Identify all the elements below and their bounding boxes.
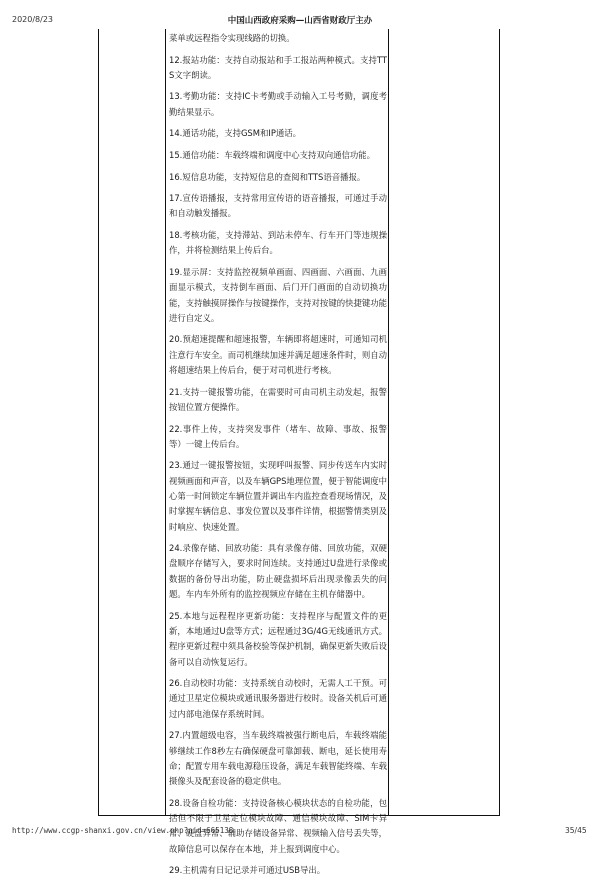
paragraph: 19.显示屏：支持监控视频单画面、四画面、六画面、九画面显示模式，支持倒车画面、后门开门画面的自动切换功能，支持触摸屏操作与按键操作，支持对按键的快捷键功能进行自定义。 [169,266,387,323]
print-date: 2020/8/23 [12,15,54,24]
paragraph: 15.通信功能：车载终端和调度中心支持双向通信功能。 [169,149,375,160]
table-divider-right [388,29,389,815]
table-divider-left [165,29,166,815]
paragraph: 18.考核功能，支持滞站、到站未停车、行车开门等违规操作，并将检测结果上传后台。 [169,230,387,256]
paragraph: 20.预超速提醒和超速报警，车辆即将超速时，可通知司机注意行车安全。而司机继续加速并满足超速条件时，则自动将超速结果上传后台，便于对司机进行考核。 [169,334,387,376]
paragraph: 26.自动校时功能：支持系统自动校时，无需人工干预。可通过卫星定位模块或通讯服务器进行校时。设备关机后可通过内部电池保存系统时间。 [169,678,387,719]
paragraph: 14.通话功能，支持GSM和IP通话。 [169,128,301,139]
page-url: http://www.ccgp-shanxi.gov.cn/view.php?nid=665138 [12,826,234,835]
paragraph: 27.内置超级电容，当车载终端被强行断电后，车载终端能够继续工作8秒左右确保硬盘可靠卸载、断电，延长使用寿命；配置专用车载电源稳压设备，满足车载智能终端、车载摄像头及配套设备的稳定供电。 [169,730,387,787]
paragraph: 12.报站功能：支持自动报站和手工报站两种模式。支持TTS文字朗读。 [169,54,387,80]
paragraph: 17.宣传语播报，支持常用宣传语的语音播报，可通过手动和自动触发播报。 [169,193,387,219]
paragraph: 23.通过一键报警按钮，实现呼叫报警、同步传送车内实时视频画面和声音，以及车辆GPS地理位置，便于智能调度中心第一时间锁定车辆位置并调出车内监控查看现场情况，及时掌握车辆信息、事发位置以及事件详情，根据警情类别及时响应、快速处置。 [169,460,387,532]
site-title: 中国山西政府采购—山西省财政厅主办 [227,16,373,26]
paragraph: 13.考勤功能：支持IC卡考勤或手动输入工号考勤，调度考勤结果显示。 [169,91,387,117]
paragraph: 菜单或远程指令实现线路的切换。 [169,33,295,43]
requirements-cell [169,31,387,885]
paragraph: 28.设备自检功能：支持设备核心模块状态的自检功能，包括但不限于卫星定位模块故障、通信模块故障、SIM卡异常、硬盘异常、辅助存储设备异常、视频输入信号丢失等，故障信息可以保存在本地，并上报到调度中心。 [169,797,387,854]
paragraph: 29.主机需有日记记录并可通过USB导出。 [169,865,326,876]
paragraph: 25.本地与远程程序更新功能：支持程序与配置文件的更新，本地通过U盘等方式；远程通过3G/4G无线通讯方式。程序更新过程中须具备校验等保护机制，确保更新失败后设备可以自动恢复运行。 [169,610,387,667]
paragraph: 21.支持一键报警功能，在需要时可由司机主动发起，报警按钮位置方便操作。 [169,386,387,412]
paragraph: 24.录像存储、回放功能：具有录像存储、回放功能，双硬盘顺序存储写入，要求时间连续。支持通过U盘进行录像或数据的备份导出功能，防止硬盘损坏后出现录像丢失的问题。车内车外所有的监控视频应存储在主机存储器中。 [169,543,387,600]
paragraph: 16.短信息功能，支持短信息的查阅和TTS语音播报。 [169,171,366,182]
paragraph: 22.事件上传，支持突发事件（堵车、故障、事故、报警等）一键上传后台。 [169,423,387,449]
page-number: 35/45 [565,826,587,835]
